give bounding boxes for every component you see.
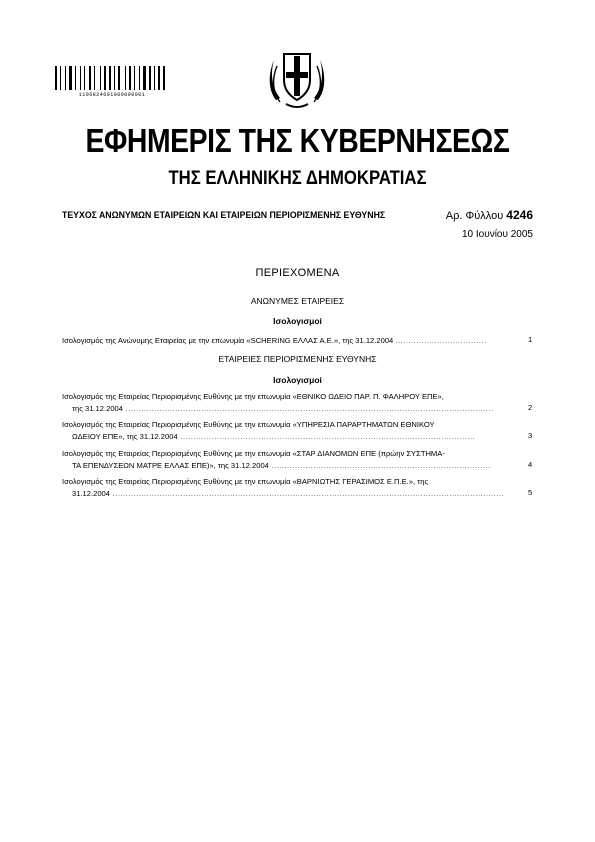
list-item[interactable]: Ισολογισμός της Εταιρείας Περιορισμένης Ευθύνης με την επωνυμία «ΒΑΡΝΙΩΤΗΣ ΓΕΡΑΣΙΜΟΣ Ε.Π.Ε.», της 31.12.2004 ...................................................................................................................................................... (62, 477, 505, 498)
sheet-number: 4246 (506, 208, 533, 222)
section-subheading-epe: Ισολογισμοί (273, 375, 322, 385)
page-number: 3 (528, 431, 533, 440)
gazette-title: ΕΦΗΜΕΡΙΣ ΤΗΣ ΚΥΒΕΡΝΗΣΕΩΣ (85, 122, 510, 159)
section-heading-epe: ΕΤΑΙΡΕΙΕΣ ΠΕΡΙΟΡΙΣΜΕΝΗΣ ΕΥΘΥΝΗΣ (218, 354, 377, 364)
list-item[interactable]: Ισολογισμός της Εταιρείας Περιορισμένης Ευθύνης με την επωνυμία «ΕΘΝΙΚΟ ΩΔΕΙΟ ΠΑΡ. Π. ΦΑΛΗΡΟΥ ΕΠΕ», της 31.12.2004 ............................................................................................................................................. (62, 392, 494, 413)
page-number: 5 (528, 488, 533, 497)
section-subheading-ae: Ισολογισμοί (273, 316, 322, 326)
barcode-number: 1106824601000000001 (78, 92, 146, 98)
page-number: 1 (528, 335, 533, 344)
barcode (55, 66, 169, 90)
page-number: 2 (528, 403, 533, 412)
sheet-number-block (446, 208, 533, 222)
section-heading-ae: ΑΝΩΝΥΜΕΣ ΕΤΑΙΡΕΙΕΣ (250, 296, 345, 306)
sheet-label: Αρ. Φύλλου (445, 210, 504, 222)
contents-title: ΠΕΡΙΕΧΟΜΕΝΑ (255, 267, 340, 279)
gazette-subtitle: ΤΗΣ ΕΛΛΗΝΙΚΗΣ ΔΗΜΟΚΡΑΤΙΑΣ (168, 168, 427, 189)
list-item[interactable]: Ισολογισμός της Ανώνυμης Εταιρείας με την επωνυμία «SCHERING ΕΛΛΑΣ Α.Ε.», της 31.12.2004 ................................... (62, 336, 487, 345)
list-item[interactable]: Ισολογισμός της Εταιρείας Περιορισμένης Ευθύνης με την επωνυμία «ΥΠΗΡΕΣΙΑ ΠΑΡΑΡΤΗΜΑΤΩΝ ΕΘΝΙΚΟΥ ΩΔΕΙΟΥ ΕΠΕ», της 31.12.2004 ................................................................................................................. (62, 420, 476, 441)
issue-type: ΤΕΥΧΟΣ ΑΝΩΝΥΜΩΝ ΕΤΑΙΡΕΙΩΝ ΚΑΙ ΕΤΑΙΡΕΙΩΝ ΠΕΡΙΟΡΙΣΜΕΝΗΣ ΕΥΘΥΝΗΣ (62, 210, 386, 221)
page-number: 4 (528, 460, 533, 469)
issue-date: 10 Ιουνίου 2005 (462, 229, 533, 240)
greek-coat-of-arms-emblem (264, 46, 330, 112)
list-item[interactable]: Ισολογισμός της Εταιρείας Περιορισμένης Ευθύνης με την επωνυμία «ΣΤΑΡ ΔΙΑΝΟΜΩΝ ΕΠΕ (πρώην ΣΥΣΤΗΜΑ- ΤΑ ΕΠΕΝΔΥΣΕΩΝ ΜΑΤΡΕ ΕΛΛΑΣ ΕΠΕ)», της 31.12.2004 .................................................................................... (62, 449, 491, 470)
